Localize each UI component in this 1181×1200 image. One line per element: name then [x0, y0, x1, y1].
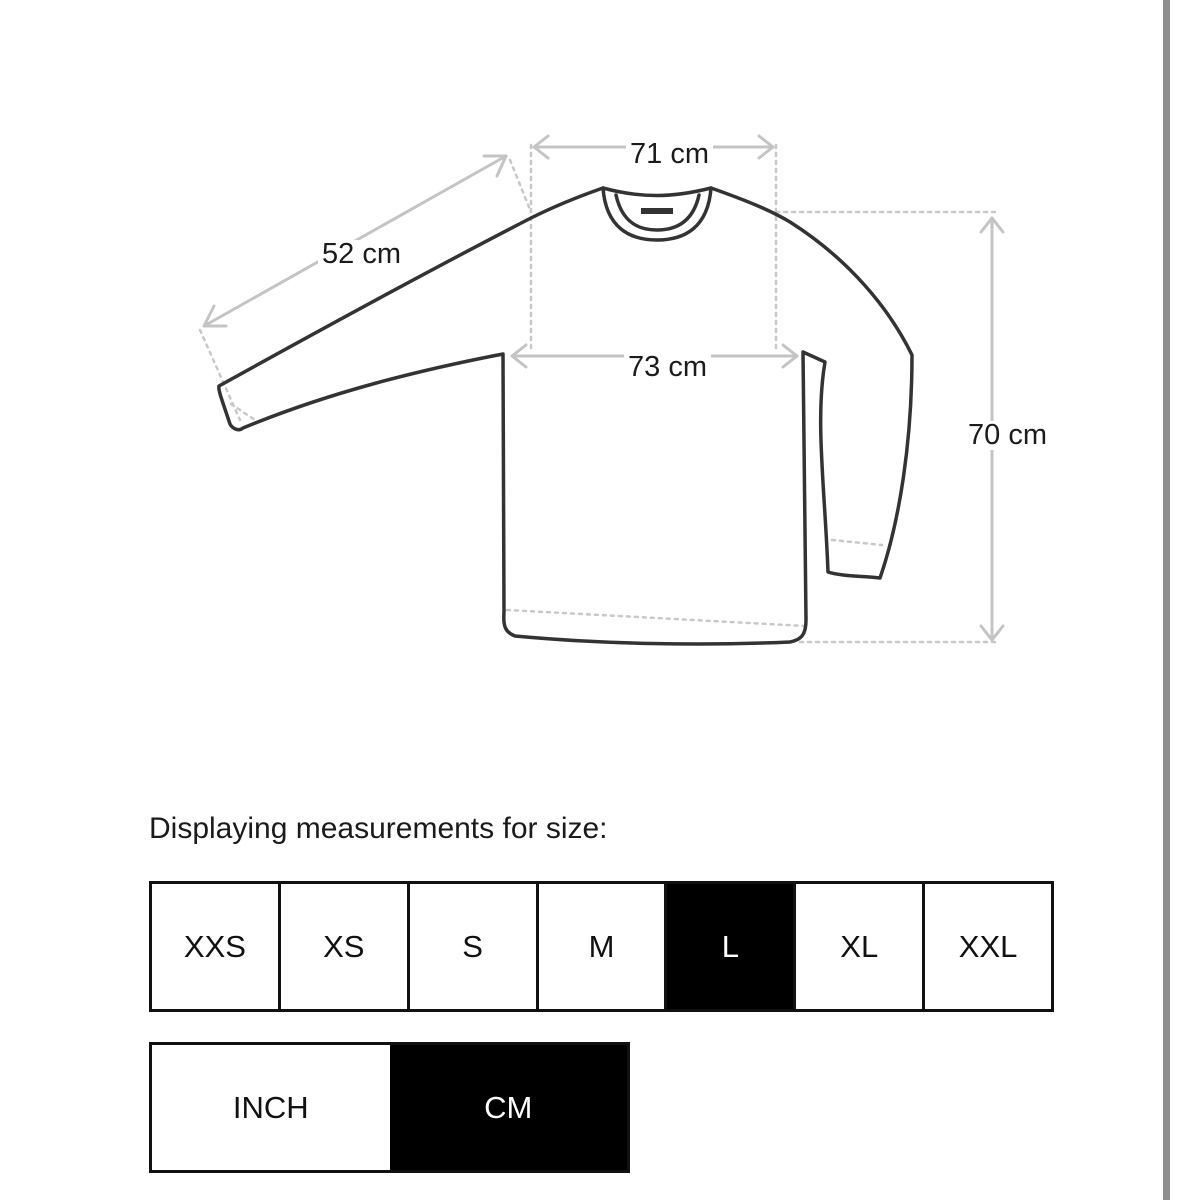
unit-button-inch[interactable]: INCH	[152, 1045, 390, 1170]
size-button-xxl[interactable]: XXL	[925, 884, 1051, 1009]
chest-width-label: 73 cm	[624, 353, 711, 382]
shoulder-width-label: 71 cm	[626, 140, 713, 169]
size-button-xs[interactable]: XS	[281, 884, 410, 1009]
size-selector	[149, 881, 1054, 1012]
size-button-s[interactable]: S	[410, 884, 539, 1009]
size-button-xxs[interactable]: XXS	[152, 884, 281, 1009]
unit-button-cm[interactable]: CM	[390, 1045, 628, 1170]
scrollbar[interactable]	[1163, 0, 1170, 1200]
unit-selector	[149, 1042, 630, 1173]
sleeve-length-label: 52 cm	[318, 240, 405, 269]
size-button-l[interactable]: L	[667, 884, 796, 1009]
size-button-xl[interactable]: XL	[796, 884, 925, 1009]
size-button-m[interactable]: M	[539, 884, 668, 1009]
size-caption: Displaying measurements for size:	[149, 812, 608, 845]
body-length-label: 70 cm	[964, 421, 1051, 450]
